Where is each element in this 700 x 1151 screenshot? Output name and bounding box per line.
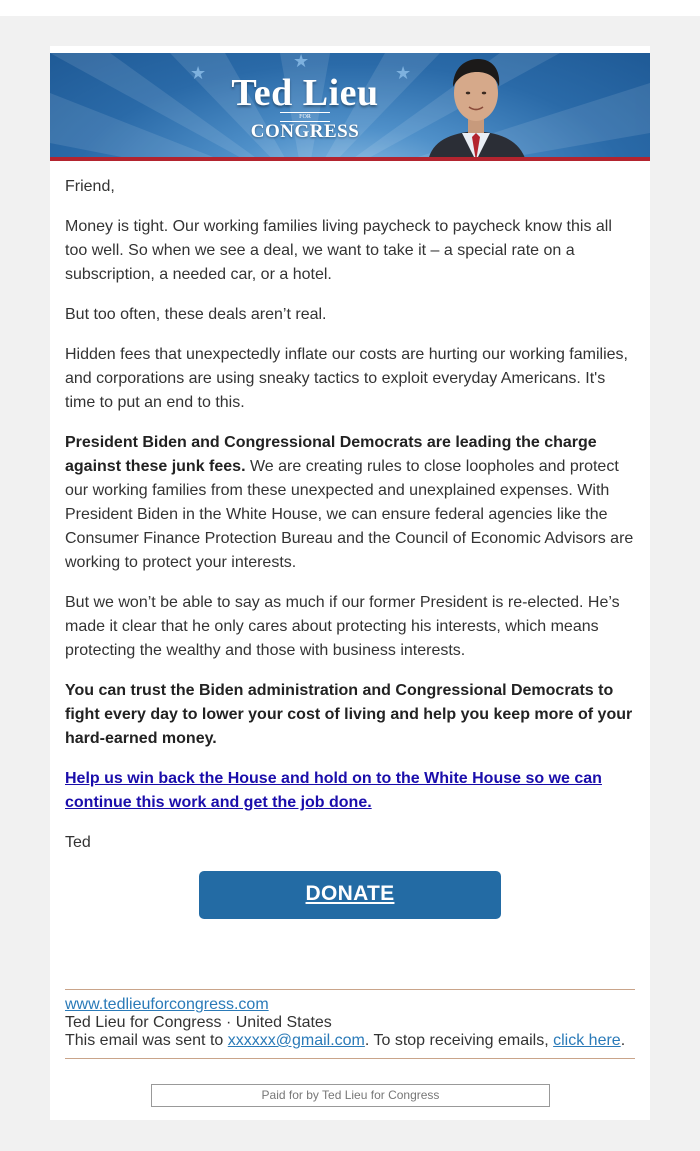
header-banner	[50, 53, 650, 161]
stop-text: . To stop receiving emails,	[364, 1032, 554, 1049]
banner-red-stripe	[50, 157, 650, 161]
paragraph	[65, 431, 635, 575]
paragraph-bold	[65, 679, 635, 751]
paragraph: But we won’t be able to say as much if our former President is re-elected. He’s made it clear that he only cares about protecting his interests, which means protecting the wealthy and those with business interests.	[65, 594, 620, 659]
period: .	[620, 1032, 626, 1049]
cta-paragraph	[65, 767, 635, 815]
logo-congress: CONGRESS	[250, 121, 360, 142]
logo-name: Ted Lieu	[231, 72, 379, 114]
paragraph: Money is tight. Our working families living paycheck to paycheck know this all too well. So when we see a deal, we want to take it – a special rate on a subscription, a needed car, or a hotel.	[65, 218, 612, 283]
paragraph-rest: We are creating rules to close loopholes and protect our working families from these unexpected and unexplained expenses. With President Biden in the White House, we can ensure federal agencies like the Consumer Finance Protection Bureau and the Council of Economic Advisors are working to protect your interests.	[65, 458, 634, 571]
top-strip	[0, 0, 700, 16]
greeting: Friend,	[65, 178, 115, 195]
bold-statement: You can trust the Biden administration and Congressional Democrats to fight every day to lower your cost of living and help you keep more of your hard-earned money.	[65, 682, 633, 747]
star-icon: ★	[395, 63, 412, 83]
recipient-line	[65, 1032, 635, 1050]
cta-link[interactable]: Help us win back the House and hold on to the White House so we can continue this work and get the job done.	[65, 770, 602, 811]
paid-for-disclaimer: Paid for by Ted Lieu for Congress	[151, 1084, 550, 1107]
paragraph: Hidden fees that unexpectedly inflate our costs are hurting our working families, and corporations are using sneaky tactics to exploit everyday Americans. It's time to put an end to this.	[65, 346, 628, 411]
star-icon: ★	[190, 63, 207, 83]
paragraph: But too often, these deals aren’t real.	[65, 306, 327, 323]
website-link[interactable]: www.tedlieuforcongress.com	[65, 996, 269, 1013]
star-icon: ★	[293, 53, 310, 71]
candidate-portrait	[422, 53, 530, 161]
org-line: Ted Lieu for Congress · United States	[65, 1014, 332, 1031]
donate-button[interactable]: DONATE	[199, 871, 501, 919]
email-card	[50, 46, 650, 1120]
recipient-email-link[interactable]: xxxxxx@gmail.com	[227, 1032, 365, 1049]
unsubscribe-link[interactable]: click here	[553, 1032, 621, 1049]
email-body	[50, 175, 650, 919]
logo-for: FOR	[280, 112, 330, 122]
signoff: Ted	[65, 834, 91, 851]
email-footer	[65, 989, 635, 1059]
bold-lead: President Biden and Congressional Democrats are leading the charge against these junk fees.	[65, 434, 597, 475]
sent-prefix: This email was sent to	[65, 1032, 228, 1049]
donate-wrapper	[65, 871, 635, 919]
